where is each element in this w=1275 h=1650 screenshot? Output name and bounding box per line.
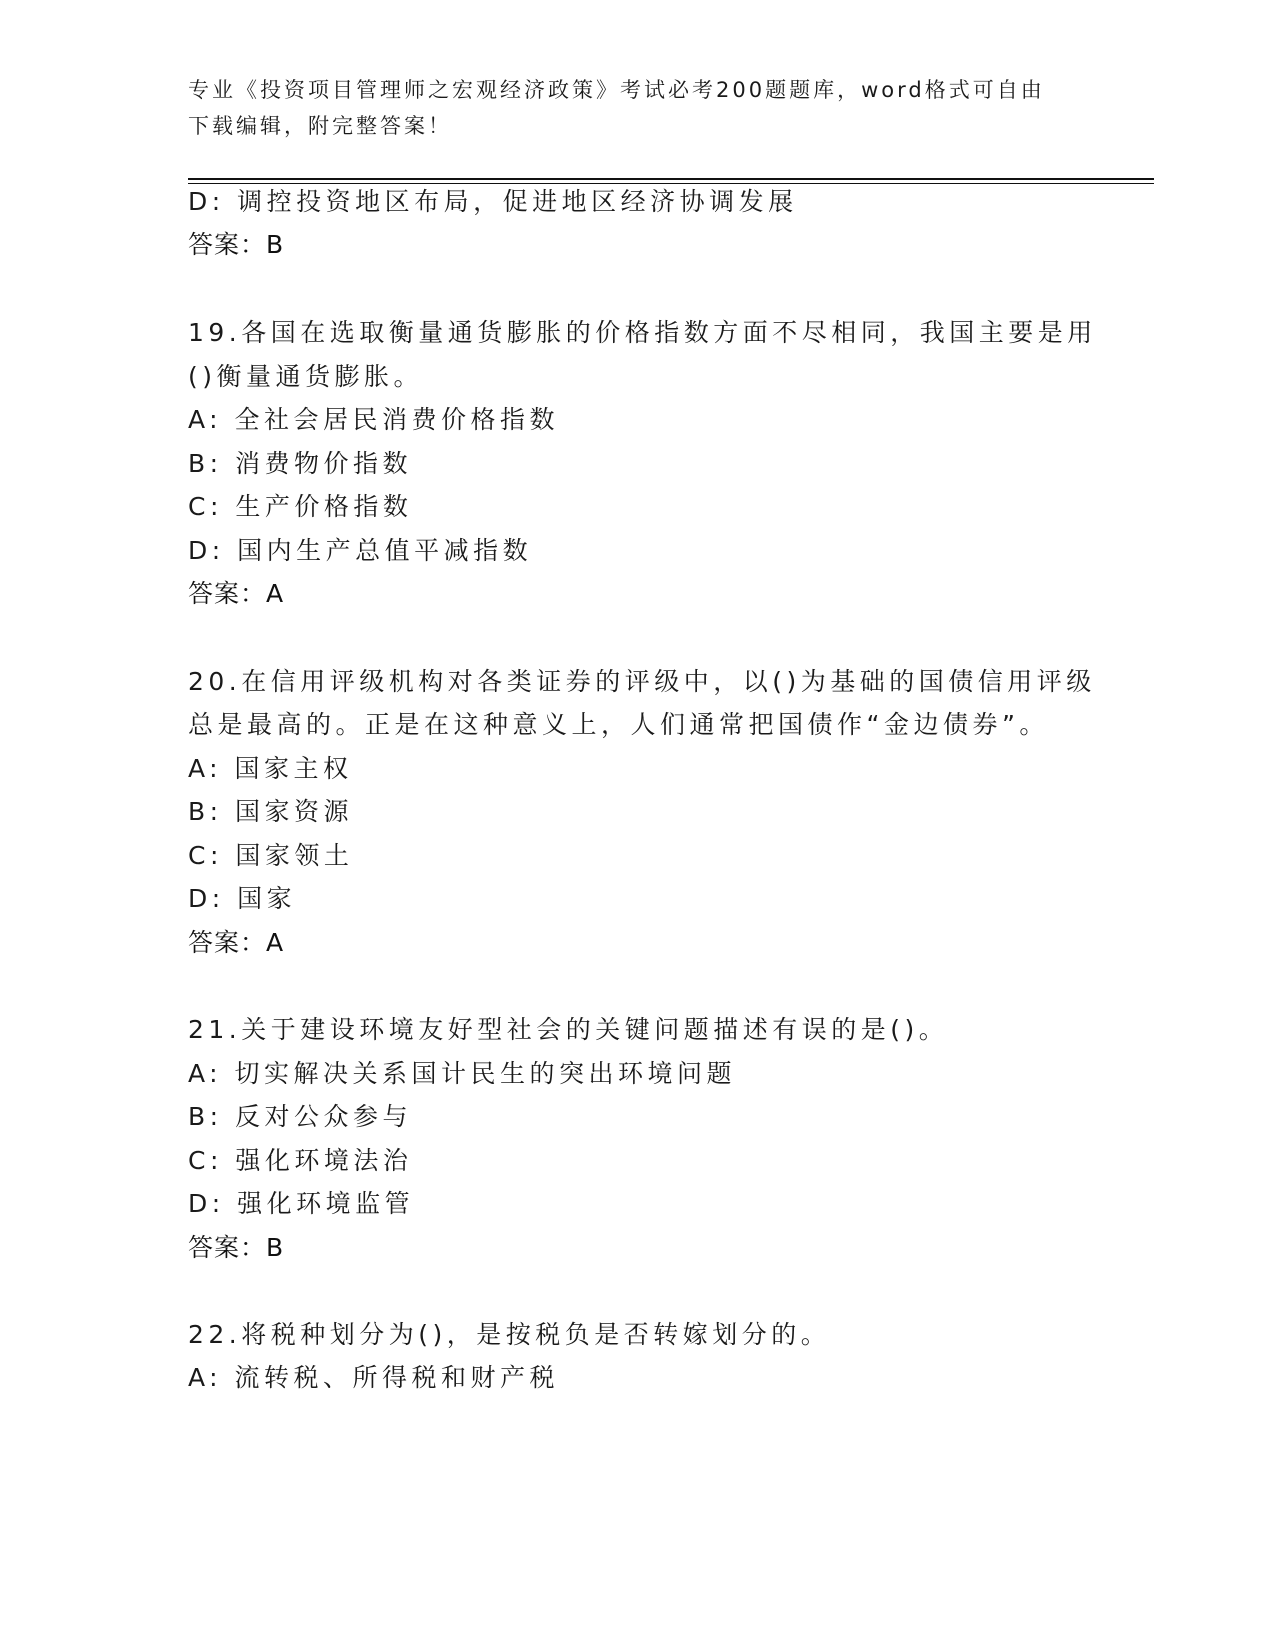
prev-option-d: D: 调控投资地区布局，促进地区经济协调发展 [188,187,798,216]
q22-option-a: A: 流转税、所得税和财产税 [188,1363,560,1392]
q19-answer: 答案：A [188,579,285,608]
q19-stem-line-1: 19.各国在选取衡量通货膨胀的价格指数方面不尽相同，我国主要是用 [188,318,1097,347]
q20-stem-line-1: 20.在信用评级机构对各类证券的评级中，以()为基础的国债信用评级 [188,667,1096,696]
q22-stem-line-1: 22.将税种划分为()，是按税负是否转嫁划分的。 [188,1320,831,1349]
header-rule-thick [188,178,1154,180]
q19-option-d: D: 国内生产总值平减指数 [188,536,533,565]
header-rule-thin [188,183,1154,184]
q20-option-d: D: 国家 [188,884,297,913]
q20-answer: 答案：A [188,928,285,957]
q21-option-b: B: 反对公众参与 [188,1102,413,1131]
header-line-1: 专业《投资项目管理师之宏观经济政策》考试必考200题题库，word格式可自由 [188,78,1045,102]
q20-option-b: B: 国家资源 [188,797,354,826]
document-header [188,72,1088,144]
header-line-2: 下载编辑，附完整答案！ [188,114,452,138]
q19-stem-line-2: ()衡量通货膨胀。 [188,362,424,391]
prev-answer: 答案：B [188,230,285,259]
q20-option-c: C: 国家领土 [188,841,354,870]
q19-option-a: A: 全社会居民消费价格指数 [188,405,560,434]
q20-stem-line-2: 总是最高的。正是在这种意义上，人们通常把国债作“金边债券”。 [188,710,1049,739]
q21-option-a: A: 切实解决关系国计民生的突出环境问题 [188,1059,737,1088]
q21-answer: 答案：B [188,1233,285,1262]
q21-option-d: D: 强化环境监管 [188,1189,415,1218]
q19-option-b: B: 消费物价指数 [188,449,413,478]
q20-option-a: A: 国家主权 [188,754,353,783]
q21-option-c: C: 强化环境法治 [188,1146,413,1175]
q19-option-c: C: 生产价格指数 [188,492,413,521]
q21-stem-line-1: 21.关于建设环境友好型社会的关键问题描述有误的是()。 [188,1015,949,1044]
